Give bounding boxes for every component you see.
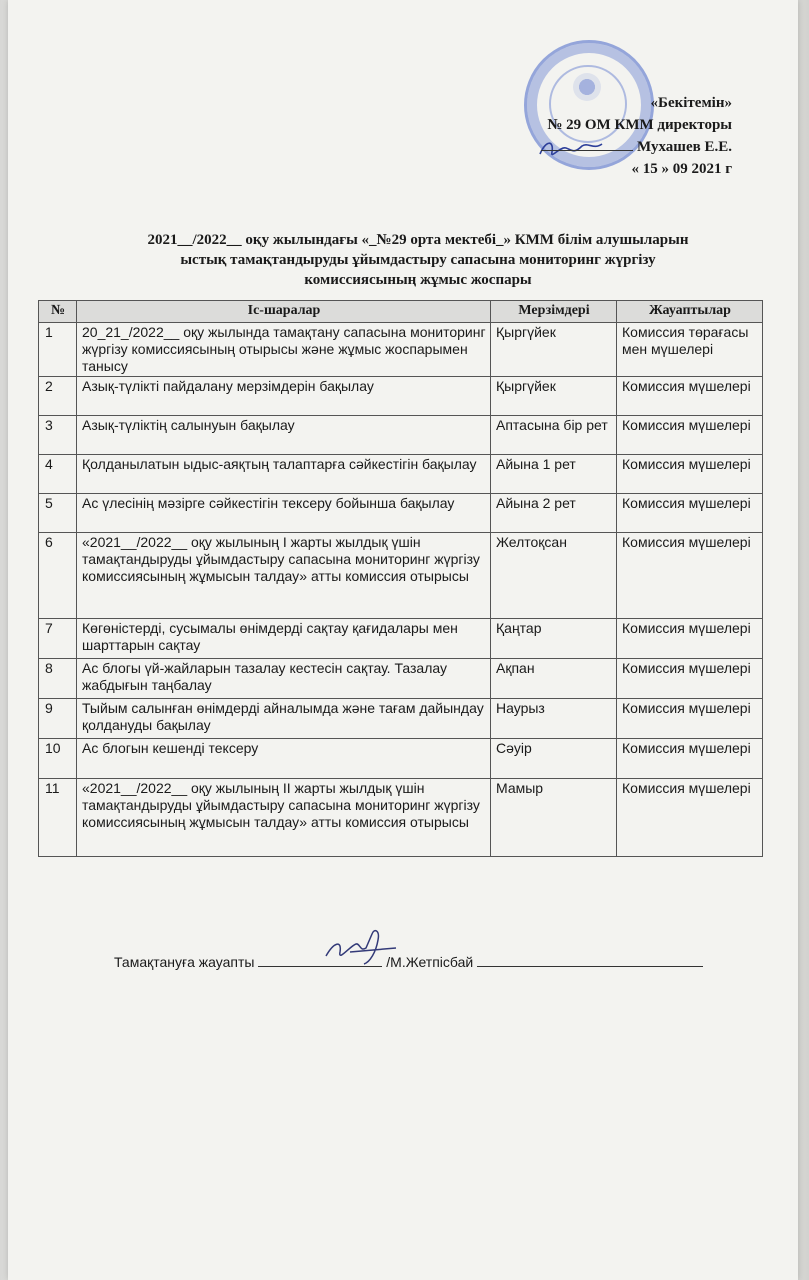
table-row: [39, 533, 763, 619]
footer-label: Тамақтануға жауапты: [114, 954, 255, 970]
document-title: [48, 230, 788, 290]
row-deadline: Қыргүйек: [491, 323, 617, 377]
row-number: 10: [39, 739, 77, 779]
row-activity: Азық-түлікті пайдалану мерзімдерін бақылау: [77, 377, 491, 416]
row-responsible: Комиссия мүшелері: [617, 416, 763, 455]
row-number: 3: [39, 416, 77, 455]
title-line-1: 2021__/2022__ оқу жылындағы «_№29 орта мектебі_» КММ білім алушыларын: [147, 232, 689, 248]
row-number: 5: [39, 494, 77, 533]
row-deadline: Айына 1 рет: [491, 455, 617, 494]
footer-signature-line: [114, 954, 794, 970]
row-number: 9: [39, 699, 77, 739]
title-line-2: ыстық тамақтандыруды ұйымдастыру сапасына мониторинг жүргізу: [180, 252, 656, 268]
row-deadline: Қаңтар: [491, 619, 617, 659]
row-responsible: Комиссия мүшелері: [617, 699, 763, 739]
table-header-row: [39, 301, 763, 323]
title-line-3: комиссиясының жұмыс жоспары: [304, 272, 532, 288]
trailing-underline: [477, 966, 703, 967]
row-number: 6: [39, 533, 77, 619]
row-activity: 20_21_/2022__ оқу жылында тамақтану сапасына мониторинг жүргізу комиссиясының отырысы және жұмыс жоспарымен танысу: [77, 323, 491, 377]
column-header-responsible: Жауаптылар: [617, 301, 763, 323]
row-number: 11: [39, 779, 77, 857]
approval-heading: «Бекітемін»: [650, 95, 732, 111]
row-deadline: Сәуір: [491, 739, 617, 779]
row-deadline: Айына 2 рет: [491, 494, 617, 533]
table-row: [39, 494, 763, 533]
approval-date: « 15 » 09 2021 г: [631, 161, 732, 177]
row-number: 8: [39, 659, 77, 699]
row-responsible: Комиссия мүшелері: [617, 455, 763, 494]
row-activity: Ас блогы үй-жайларын тазалау кестесін сақтау. Тазалау жабдығын таңбалау: [77, 659, 491, 699]
row-deadline: Аптасына бір рет: [491, 416, 617, 455]
row-activity: Қолданылатын ыдыс-аяқтың талаптарға сәйкестігін бақылау: [77, 455, 491, 494]
table-row: [39, 455, 763, 494]
document-page: [8, 0, 798, 1280]
row-number: 4: [39, 455, 77, 494]
table-row: [39, 323, 763, 377]
row-number: 2: [39, 377, 77, 416]
row-responsible: Комиссия мүшелері: [617, 659, 763, 699]
row-responsible: Комиссия мүшелері: [617, 494, 763, 533]
row-activity: «2021__/2022__ оқу жылының ІІ жарты жылдық үшін тамақтандыруды ұйымдастыру сапасына мониторинг жүргізу комиссиясының жұмысын талдау» атты комиссия отырысы: [77, 779, 491, 857]
table-row: [39, 699, 763, 739]
work-plan-table: [38, 300, 763, 857]
approval-position: № 29 ОМ КММ директоры: [547, 117, 732, 133]
row-activity: Ас блогын кешенді тексеру: [77, 739, 491, 779]
table-row: [39, 659, 763, 699]
table-row: [39, 416, 763, 455]
table-row: [39, 779, 763, 857]
row-responsible: Комиссия мүшелері: [617, 779, 763, 857]
table-row: [39, 619, 763, 659]
row-activity: Көгөністерді, сусымалы өнімдерді сақтау қағидалары мен шарттарын сақтау: [77, 619, 491, 659]
row-deadline: Мамыр: [491, 779, 617, 857]
approval-director-name: Мухашев Е.Е.: [637, 139, 732, 155]
table-row: [39, 377, 763, 416]
row-number: 7: [39, 619, 77, 659]
column-header-activities: Іс-шаралар: [77, 301, 491, 323]
row-activity: Тыйым салынған өнімдерді айналымда және тағам дайындау қолдануды бақылау: [77, 699, 491, 739]
row-responsible: Комиссия мүшелері: [617, 619, 763, 659]
column-header-deadlines: Мерзімдері: [491, 301, 617, 323]
row-activity: Ас үлесінің мәзірге сәйкестігін тексеру бойынша бақылау: [77, 494, 491, 533]
table-row: [39, 739, 763, 779]
row-activity: Азық-түліктің салынуын бақылау: [77, 416, 491, 455]
row-number: 1: [39, 323, 77, 377]
row-deadline: Наурыз: [491, 699, 617, 739]
row-responsible: Комиссия мүшелері: [617, 739, 763, 779]
row-deadline: Қыргүйек: [491, 377, 617, 416]
row-responsible: Комиссия төрағасы мен мүшелері: [617, 323, 763, 377]
column-header-number: №: [39, 301, 77, 323]
approval-block: [492, 92, 732, 180]
signature-underline: [258, 966, 382, 967]
row-activity: «2021__/2022__ оқу жылының І жарты жылдық үшін тамақтандыруды ұйымдастыру сапасына мониторинг жүргізу комиссиясының жұмысын талдау» атты комиссия отырысы: [77, 533, 491, 619]
row-deadline: Ақпан: [491, 659, 617, 699]
row-deadline: Желтоқсан: [491, 533, 617, 619]
row-responsible: Комиссия мүшелері: [617, 533, 763, 619]
footer-name: /М.Жетпісбай: [386, 954, 474, 970]
row-responsible: Комиссия мүшелері: [617, 377, 763, 416]
